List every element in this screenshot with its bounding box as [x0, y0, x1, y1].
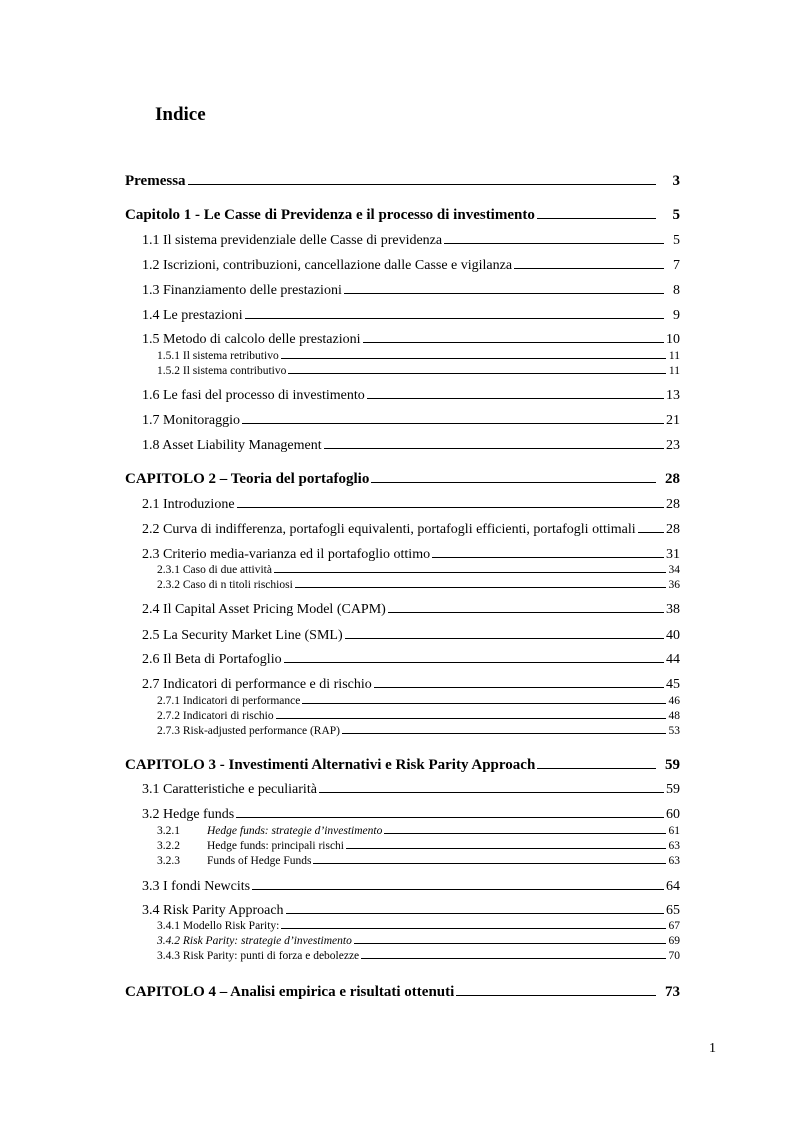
- toc-entry-page: 21: [666, 413, 680, 428]
- toc-entry-page: 63: [668, 855, 680, 867]
- toc-entry-title: 3.2 Hedge funds: [142, 807, 235, 822]
- toc-leader-line: [363, 342, 665, 343]
- toc-entry-page: 45: [666, 677, 680, 692]
- toc-entry-page: 61: [668, 825, 680, 837]
- toc-entry-page: 7: [673, 258, 680, 273]
- toc-entry[interactable]: [142, 628, 680, 644]
- toc-entry[interactable]: [157, 825, 680, 837]
- toc-chapter-entry[interactable]: [125, 207, 680, 224]
- toc-leader-line: [638, 532, 664, 533]
- toc-leader-line: [346, 848, 666, 849]
- toc-entry-title: 2.3 Criterio media-varianza ed il portafoglio ottimo: [142, 547, 431, 562]
- toc-entry[interactable]: [142, 308, 680, 324]
- toc-entry-page: 5: [673, 233, 680, 248]
- toc-leader-line: [537, 768, 656, 769]
- toc-entry[interactable]: [142, 652, 680, 668]
- toc-entry-title: Capitolo 1 - Le Casse di Previdenza e il processo di investimento: [125, 207, 535, 223]
- toc-entry-title: Hedge funds: principali rischi: [207, 840, 345, 852]
- toc-entry-title: 1.7 Monitoraggio: [142, 413, 240, 428]
- toc-entry[interactable]: [142, 413, 680, 429]
- toc-chapter-entry[interactable]: [125, 471, 680, 488]
- toc-entry-number: 3.2.2: [157, 840, 180, 852]
- toc-leader-line: [237, 507, 664, 508]
- toc-entry-title: 1.2 Iscrizioni, contribuzioni, cancellazione dalle Casse e vigilanza: [142, 258, 513, 273]
- toc-entry-title: 1.4 Le prestazioni: [142, 308, 243, 323]
- toc-entry-page: 11: [668, 350, 680, 362]
- toc-entry[interactable]: [142, 602, 680, 618]
- toc-entry-title: 2.7.2 Indicatori di rischio: [157, 710, 274, 722]
- toc-entry-title: 2.7.3 Risk-adjusted performance (RAP): [157, 725, 341, 737]
- toc-entry-title: 2.7 Indicatori di performance e di rischio: [142, 677, 372, 692]
- toc-entry[interactable]: [157, 855, 680, 867]
- toc-entry-page: 59: [666, 782, 680, 797]
- toc-leader-line: [302, 703, 666, 704]
- toc-entry-title: Premessa: [125, 173, 186, 189]
- toc-leader-line: [537, 218, 656, 219]
- page-number: 1: [709, 1041, 716, 1056]
- toc-entry[interactable]: [157, 579, 680, 591]
- toc-entry-page: 59: [665, 757, 680, 773]
- toc-entry-title: Funds of Hedge Funds: [207, 855, 312, 867]
- toc-leader-line: [313, 863, 666, 864]
- toc-leader-line: [252, 889, 664, 890]
- toc-entry-title: CAPITOLO 3 - Investimenti Alternativi e Risk Parity Approach: [125, 757, 536, 773]
- toc-entry[interactable]: [142, 903, 680, 919]
- toc-leader-line: [295, 587, 666, 588]
- toc-leader-line: [388, 612, 664, 613]
- toc-entry-page: 23: [666, 438, 680, 453]
- toc-entry[interactable]: [142, 497, 680, 513]
- toc-leader-line: [286, 913, 664, 914]
- toc-entry-page: 31: [666, 547, 680, 562]
- toc-entry-number: 3.2.1: [157, 825, 180, 837]
- toc-entry[interactable]: [142, 807, 680, 823]
- toc-entry-page: 11: [668, 365, 680, 377]
- toc-entry-title: 2.7.1 Indicatori di performance: [157, 695, 301, 707]
- toc-entry-page: 3: [672, 173, 680, 189]
- toc-entry-page: 63: [668, 840, 680, 852]
- toc-entry-page: 69: [668, 935, 680, 947]
- toc-entry-title: CAPITOLO 2 – Teoria del portafoglio: [125, 471, 370, 487]
- toc-entry-title: 1.8 Asset Liability Management: [142, 438, 322, 453]
- toc-entry-page: 13: [666, 388, 680, 403]
- toc-entry-title: 3.3 I fondi Newcits: [142, 879, 251, 894]
- toc-entry-page: 46: [668, 695, 680, 707]
- toc-entry[interactable]: [157, 950, 680, 962]
- toc-leader-line: [319, 792, 664, 793]
- toc-leader-line: [281, 358, 666, 359]
- toc-leader-line: [188, 184, 656, 185]
- toc-leader-line: [281, 928, 666, 929]
- toc-leader-line: [274, 572, 666, 573]
- toc-entry[interactable]: [157, 350, 680, 362]
- toc-entry[interactable]: [157, 840, 680, 852]
- toc-entry[interactable]: [157, 695, 680, 707]
- toc-entry-page: 73: [665, 984, 680, 1000]
- toc-entry-title: 2.2 Curva di indifferenza, portafogli equivalenti, portafogli efficienti, portafogli ottimali: [142, 522, 636, 537]
- toc-leader-line: [367, 398, 664, 399]
- toc-leader-line: [342, 733, 666, 734]
- toc-entry-page: 28: [666, 497, 680, 512]
- toc-leader-line: [354, 943, 666, 944]
- toc-entry-title: 2.5 La Security Market Line (SML): [142, 628, 343, 643]
- toc-entry-title: 3.4.2 Risk Parity: strategie d’investimento: [157, 935, 352, 947]
- toc-entry-title: 3.4.3 Risk Parity: punti di forza e debolezze: [157, 950, 360, 962]
- toc-entry-title: 2.1 Introduzione: [142, 497, 235, 512]
- toc-entry-title: 1.5.2 Il sistema contributivo: [157, 365, 287, 377]
- toc-chapter-entry[interactable]: [125, 757, 680, 774]
- toc-entry[interactable]: [142, 547, 680, 563]
- toc-entry[interactable]: [142, 258, 680, 274]
- toc-entry-title: 2.3.2 Caso di n titoli rischiosi: [157, 579, 293, 591]
- toc-entry-page: 64: [666, 879, 680, 894]
- toc-entry-title: 2.6 Il Beta di Portafoglio: [142, 652, 282, 667]
- toc-entry-page: 60: [666, 807, 680, 822]
- toc-entry-page: 48: [668, 710, 680, 722]
- toc-entry[interactable]: [157, 564, 680, 576]
- toc-leader-line: [361, 958, 666, 959]
- toc-entry[interactable]: [157, 365, 680, 377]
- toc-entry-title: 2.4 Il Capital Asset Pricing Model (CAPM): [142, 602, 386, 617]
- toc-entry-page: 44: [666, 652, 680, 667]
- toc-entry-page: 67: [668, 920, 680, 932]
- toc-leader-line: [384, 833, 666, 834]
- page-title: Indice: [155, 104, 206, 125]
- toc-leader-line: [344, 293, 664, 294]
- toc-entry-title: 3.4.1 Modello Risk Parity:: [157, 920, 280, 932]
- toc-entry-page: 8: [673, 283, 680, 298]
- toc-leader-line: [456, 995, 656, 996]
- toc-chapter-entry[interactable]: [125, 173, 680, 190]
- toc-entry-page: 5: [672, 207, 680, 223]
- toc-leader-line: [374, 687, 664, 688]
- toc-entry-title: 1.6 Le fasi del processo di investimento: [142, 388, 365, 403]
- toc-entry-page: 38: [666, 602, 680, 617]
- toc-entry[interactable]: [142, 677, 680, 693]
- toc-entry[interactable]: [142, 522, 680, 538]
- toc-leader-line: [371, 482, 656, 483]
- toc-entry[interactable]: [142, 233, 680, 249]
- toc-entry-page: 40: [666, 628, 680, 643]
- toc-entry-title: Hedge funds: strategie d’investimento: [207, 825, 383, 837]
- toc-entry-page: 34: [668, 564, 680, 576]
- toc-leader-line: [284, 662, 664, 663]
- toc-entry-title: 1.5 Metodo di calcolo delle prestazioni: [142, 332, 361, 347]
- toc-entry[interactable]: [157, 710, 680, 722]
- toc-entry-title: 1.3 Finanziamento delle prestazioni: [142, 283, 342, 298]
- toc-entry[interactable]: [142, 438, 680, 454]
- toc-leader-line: [288, 373, 666, 374]
- toc-entry-page: 36: [668, 579, 680, 591]
- toc-entry[interactable]: [142, 879, 680, 895]
- toc-entry[interactable]: [157, 725, 680, 737]
- toc-leader-line: [242, 423, 664, 424]
- toc-leader-line: [276, 718, 666, 719]
- toc-entry[interactable]: [157, 920, 680, 932]
- toc-leader-line: [236, 817, 664, 818]
- toc-entry[interactable]: [142, 388, 680, 404]
- toc-entry-title: 1.5.1 Il sistema retributivo: [157, 350, 279, 362]
- toc-chapter-entry[interactable]: [125, 984, 680, 1001]
- toc-entry-page: 28: [666, 522, 680, 537]
- toc-entry-title: 2.3.1 Caso di due attività: [157, 564, 272, 576]
- toc-entry-title: 3.4 Risk Parity Approach: [142, 903, 284, 918]
- toc-leader-line: [444, 243, 664, 244]
- toc-leader-line: [345, 638, 664, 639]
- toc-entry[interactable]: [142, 283, 680, 299]
- toc-entry[interactable]: [142, 332, 680, 348]
- toc-entry-number: 3.2.3: [157, 855, 180, 867]
- toc-entry[interactable]: [157, 935, 680, 947]
- toc-entry-page: 70: [668, 950, 680, 962]
- toc-entry-page: 28: [665, 471, 680, 487]
- toc-entry-title: CAPITOLO 4 – Analisi empirica e risultati ottenuti: [125, 984, 455, 1000]
- toc-leader-line: [324, 448, 664, 449]
- toc-leader-line: [432, 557, 664, 558]
- toc-entry[interactable]: [142, 782, 680, 798]
- toc-leader-line: [514, 268, 664, 269]
- toc-entry-page: 10: [666, 332, 680, 347]
- toc-entry-page: 65: [666, 903, 680, 918]
- toc-leader-line: [245, 318, 664, 319]
- toc-entry-title: 3.1 Caratteristiche e peculiarità: [142, 782, 317, 797]
- toc-entry-title: 1.1 Il sistema previdenziale delle Casse di previdenza: [142, 233, 443, 248]
- toc-entry-page: 9: [673, 308, 680, 323]
- toc-entry-page: 53: [668, 725, 680, 737]
